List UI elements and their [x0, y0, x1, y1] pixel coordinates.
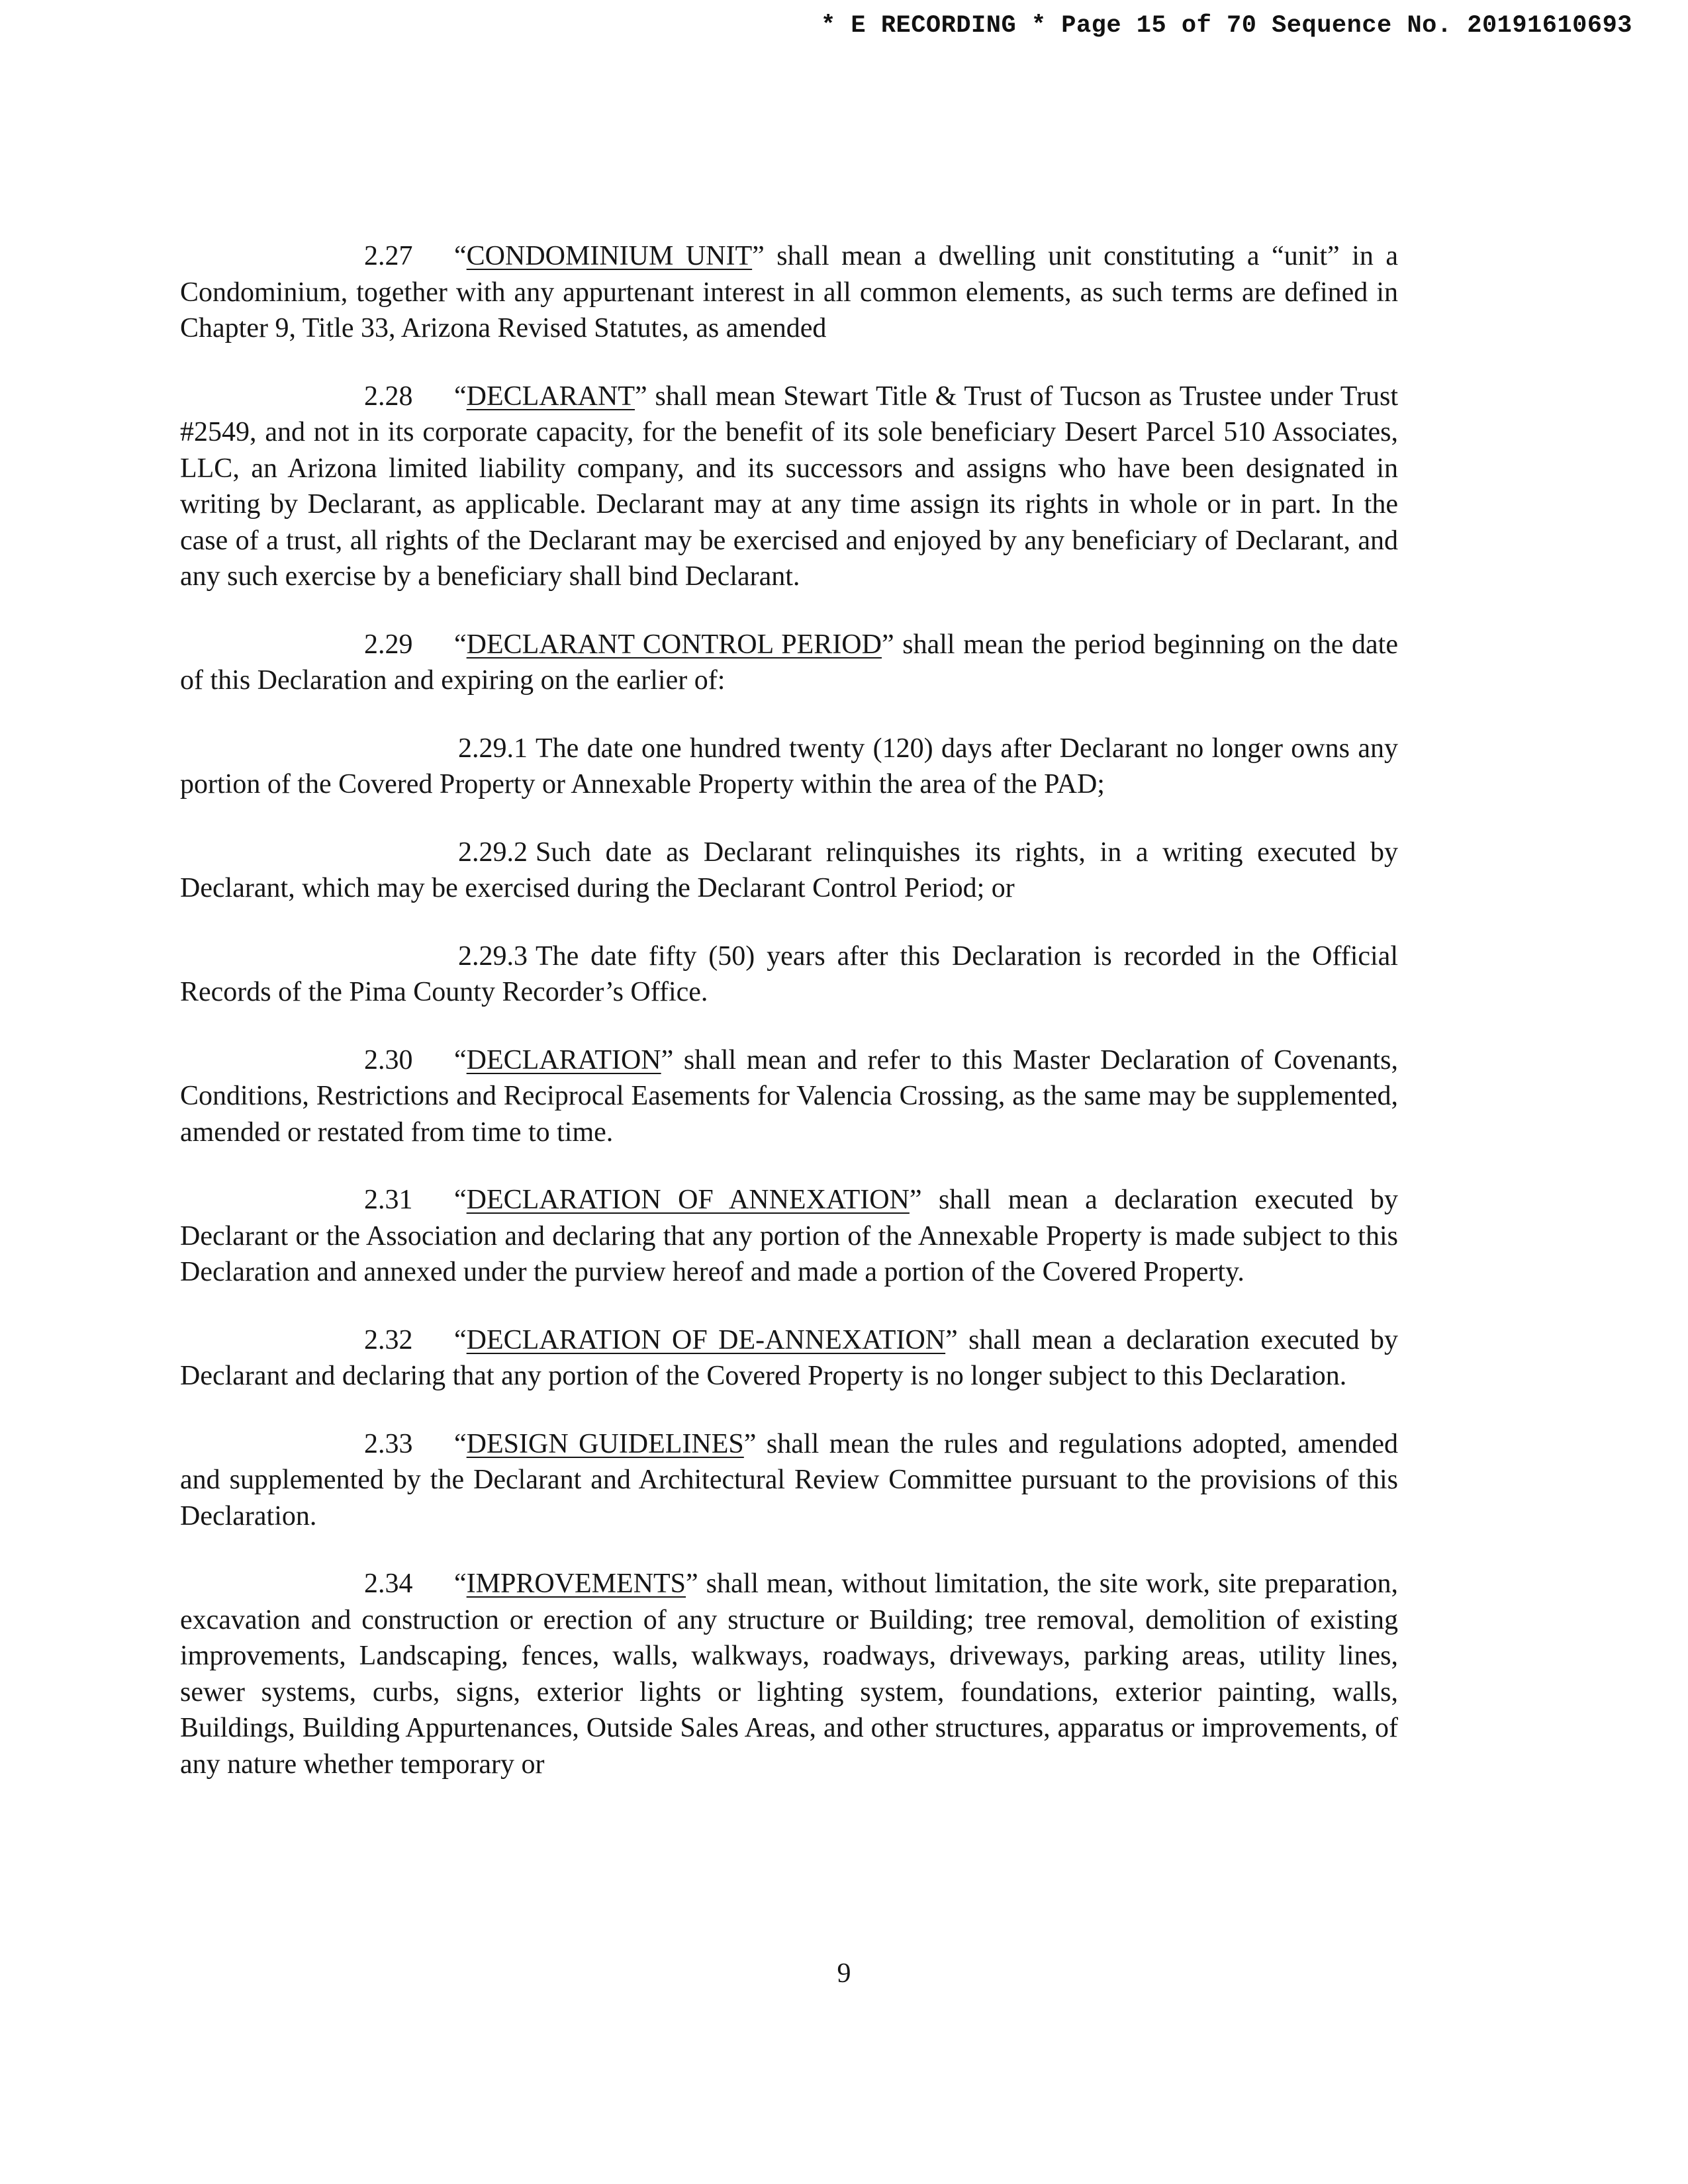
open-quote: “ [454, 1569, 467, 1599]
definition-text: ” shall mean the period beginning on the date of this Declaration and expiring on the earlier of: [180, 629, 1398, 696]
definition-2-32 [180, 1322, 1398, 1394]
subsection-number: 2.29.1 [458, 733, 528, 764]
definition-2-34 [180, 1566, 1398, 1782]
defined-term: DECLARATION OF ANNEXATION [466, 1185, 910, 1215]
definition-2-28 [180, 379, 1398, 595]
section-number: 2.27 [364, 241, 413, 271]
defined-term: IMPROVEMENTS [466, 1569, 686, 1599]
definition-text: ” shall mean the rules and regulations adopted, amended and supplemented by the Declarant and Architectural Review Committee pursuant to the provisions of this Declaration. [180, 1428, 1398, 1531]
open-quote: “ [454, 381, 467, 412]
definition-text: ” shall mean and refer to this Master Declaration of Covenants, Conditions, Restrictions and Reciprocal Easements for Valencia Crossing, as the same may be supplemented, amended or restated from time to time. [180, 1044, 1398, 1148]
definition-text: ” shall mean Stewart Title & Trust of Tucson as Trustee under Trust #2549, and not in its corporate capacity, for the benefit of its sole beneficiary Desert Parcel 510 Associates, LLC, an Arizona limited liability company, and its successors and assigns who have been designated in writing by Declarant, as applicable. Declarant may at any time assign its rights in whole or in part. In the case of a trust, all rights of the Declarant may be exercised and enjoyed by any beneficiary of Declarant, and any such exercise by a beneficiary shall bind Declarant. [180, 381, 1398, 592]
section-number: 2.29 [364, 629, 413, 660]
subsection-text: The date one hundred twenty (120) days after Declarant no longer owns any portion of the Covered Property or Annexable Property within the area of the PAD; [180, 733, 1398, 799]
open-quote: “ [454, 1185, 467, 1215]
defined-term: DECLARATION [466, 1044, 661, 1075]
subsection-number: 2.29.2 [458, 837, 528, 868]
open-quote: “ [454, 1324, 467, 1355]
definition-2-31 [180, 1182, 1398, 1291]
open-quote: “ [454, 241, 467, 271]
subsection-2-29-2 [180, 835, 1398, 907]
open-quote: “ [454, 629, 467, 660]
definition-text: ” shall mean a dwelling unit constituting a “unit” in a Condominium, together with any appurtenant interest in all common elements, as such terms are defined in Chapter 9, Title 33, Arizona Revised Statutes, as amended [180, 241, 1399, 343]
definition-text: ” shall mean, without limitation, the site work, site preparation, excavation and construction or erection of any structure or Building; tree removal, demolition of existing improvements, Landscaping, fences, walls, walkways, roadways, driveways, parking areas, utility lines, sewer systems, curbs, signs, exterior lights or lighting system, foundations, exterior painting, walls, Buildings, Building Appurtenances, Outside Sales Areas, and other structures, apparatus or improvements, of any nature whether temporary or [180, 1569, 1398, 1780]
section-number: 2.32 [364, 1324, 413, 1355]
definition-2-30 [180, 1042, 1398, 1151]
subsection-number: 2.29.3 [458, 940, 528, 972]
subsection-2-29-3 [180, 938, 1398, 1011]
definition-text: ” shall mean a declaration executed by Declarant or the Association and declaring that any portion of the Annexable Property is made subject to this Declaration and annexed under the purview hereof and made a portion of the Covered Property. [180, 1185, 1398, 1287]
definition-text: ” shall mean a declaration executed by Declarant and declaring that any portion of the Covered Property is no longer subject to this Declaration. [180, 1324, 1398, 1391]
definition-2-27 [180, 238, 1398, 347]
defined-term: DECLARANT [466, 381, 635, 412]
section-number: 2.28 [364, 381, 413, 412]
definition-2-33 [180, 1426, 1398, 1535]
open-quote: “ [454, 1044, 467, 1075]
page-number: 9 [837, 1958, 851, 1989]
section-number: 2.30 [364, 1044, 413, 1075]
open-quote: “ [454, 1428, 467, 1459]
document-body [180, 238, 1398, 1814]
section-number: 2.34 [364, 1569, 413, 1599]
defined-term: DECLARANT CONTROL PERIOD [466, 629, 882, 660]
section-number: 2.31 [364, 1185, 413, 1215]
section-number: 2.33 [364, 1428, 413, 1459]
subsection-2-29-1 [180, 731, 1398, 803]
recording-header: * E RECORDING * Page 15 of 70 Sequence No. 20191610693 [821, 12, 1632, 40]
definition-2-29 [180, 627, 1398, 699]
defined-term: CONDOMINIUM UNIT [466, 241, 753, 271]
subsection-text: Such date as Declarant relinquishes its rights, in a writing executed by Declarant, which may be exercised during the Declarant Control Period; or [180, 837, 1398, 903]
subsection-text: The date fifty (50) years after this Declaration is recorded in the Official Records of the Pima County Recorder’s Office. [180, 940, 1398, 1007]
defined-term: DESIGN GUIDELINES [466, 1428, 744, 1459]
defined-term: DECLARATION OF DE-ANNEXATION [466, 1324, 946, 1355]
